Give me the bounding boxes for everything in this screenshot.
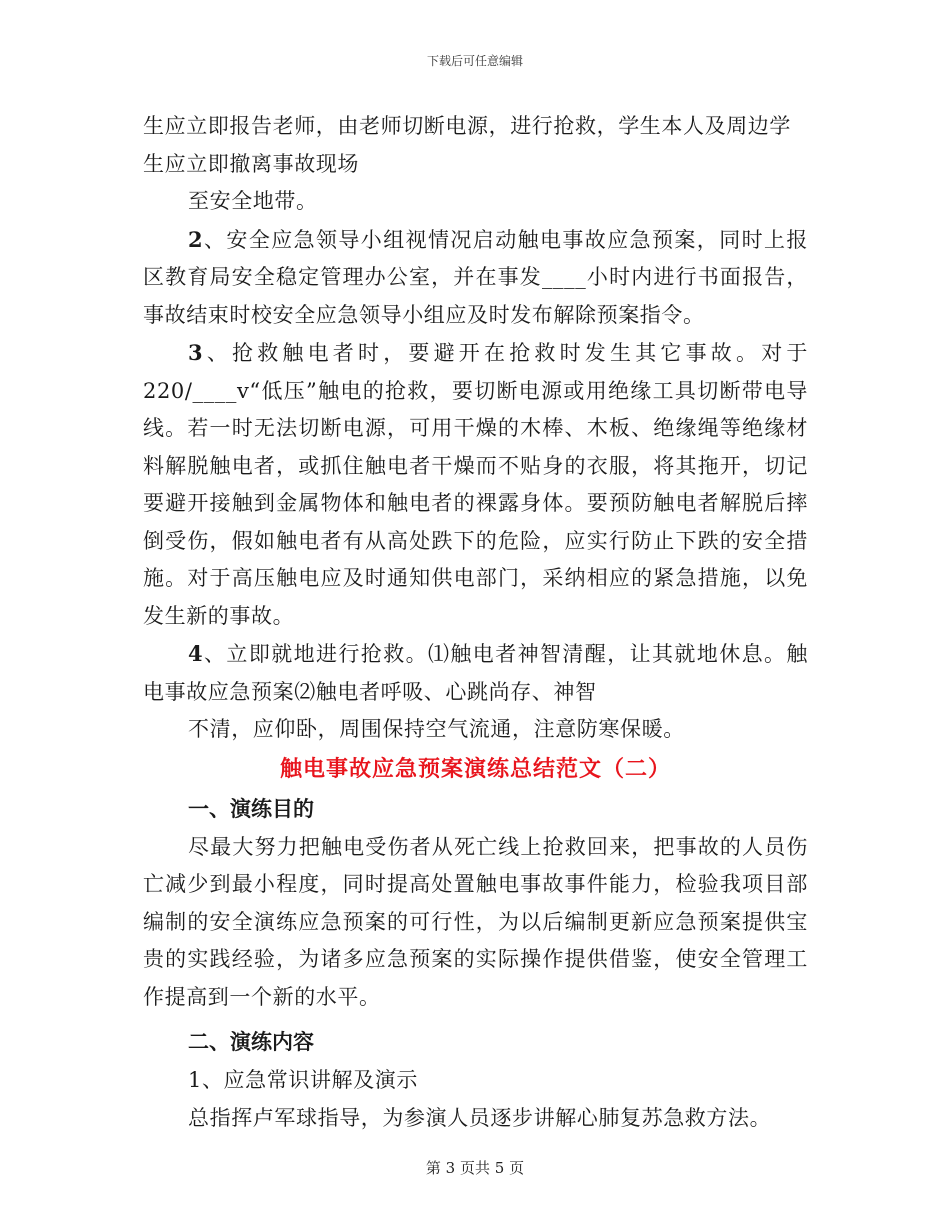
- section-2-text: 总指挥卢军球指导，为参演人员逐步讲解心肺复苏急救方法。: [188, 1105, 772, 1130]
- paragraph-3-number: 3: [188, 340, 204, 365]
- paragraph-4: [143, 635, 808, 711]
- section-1-text: 尽最大努力把触电受伤者从死亡线上抢救回来，把事故的人员伤亡减少到最小程度，同时提高处置触电事故事件能力，检验我项目部编制的安全演练应急预案的可行性，为以后编制更新应急预案提供宝贵的实践经验，为诸多应急预案的实际操作提供借鉴，使安全管理工作提高到一个新的水平。: [143, 834, 808, 1009]
- paragraph-3: [143, 334, 808, 635]
- paragraph-4-number: 4: [188, 641, 204, 666]
- page-header: 下载后可任意编辑: [426, 54, 523, 68]
- paragraph-1-line-2: 生应立即撤离事故现场: [143, 151, 359, 176]
- paragraph-2-text: 、安全应急领导小组视情况启动触电事故应急预案，同时上报区教育局安全稳定管理办公室，并在事发____小时内进行书面报告，事故结束时校安全应急领导小组应及时发布解除预案指令。: [143, 227, 808, 327]
- section-title: 触电事故应急预案演练总结范文（二）: [279, 755, 671, 782]
- paragraph-2-number: 2: [188, 226, 204, 252]
- paragraph-1-continuation: 至安全地带。: [188, 189, 318, 213]
- section-1-heading: 一、演练目的: [188, 795, 314, 821]
- page-footer: 第 3 页共 5 页: [425, 1159, 525, 1177]
- paragraph-1-line-1: 生应立即报告老师，由老师切断电源，进行抢救，学生本人及周边学: [143, 114, 791, 138]
- paragraph-4-text: 、立即就地进行抢救。⑴触电者神智清醒，让其就地休息。触电事故应急预案⑵触电者呼吸、心跳尚存、神智: [143, 642, 808, 704]
- paragraph-4-continuation: 不清，应仰卧，周围保持空气流通，注意防寒保暖。: [188, 717, 685, 741]
- paragraph-3-text: 、抢救触电者时，要避开在抢救时发生其它事故。对于220/____v“低压”触电的抢救，要切断电源或用绝缘工具切断带电导线。若一时无法切断电源，可用干燥的木棒、木板、绝缘绳等绝缘材料解脱触电者，或抓住触电者干燥而不贴身的衣服，将其拖开，切记要避开接触到金属物体和触电者的裸露身体。要预防触电者解脱后摔倒受伤，假如触电者有从高处跌下的危险，应实行防止下跌的安全措施。对于高压触电应及时通知供电部门，采纳相应的紧急措施，以免发生新的事故。: [143, 341, 808, 628]
- section-2-subheading: 1、应急常识讲解及演示: [188, 1068, 418, 1092]
- paragraph-2: [143, 221, 808, 335]
- section-2-heading: 二、演练内容: [188, 1029, 314, 1054]
- document-body: [143, 108, 808, 1137]
